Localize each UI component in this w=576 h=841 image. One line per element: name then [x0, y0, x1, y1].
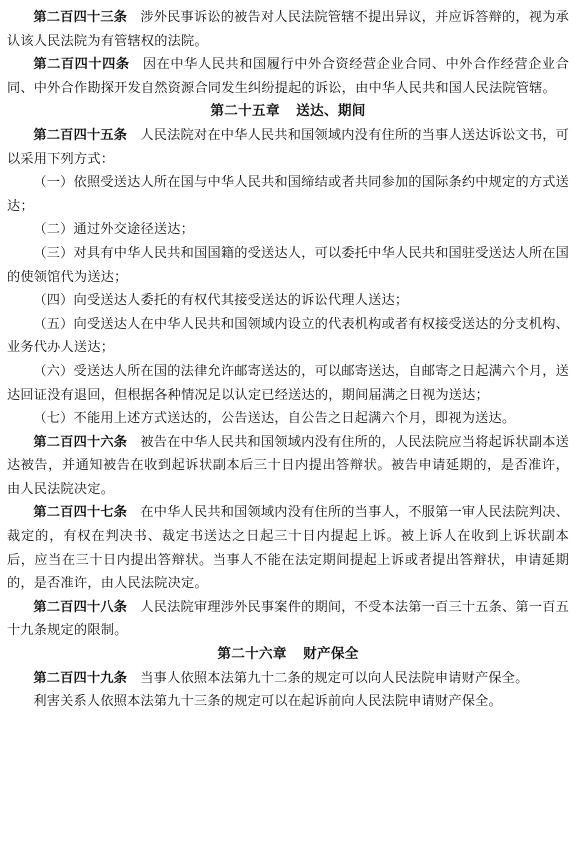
- article-243: [7, 6, 569, 53]
- article-label: 第二百四十五条: [33, 127, 128, 143]
- article-label: 第二百四十四条: [33, 57, 130, 73]
- article-label: 第二百四十七条: [33, 505, 128, 521]
- article-label: 第二百四十八条: [33, 599, 128, 615]
- list-item-4: （四）向受送达人委托的有权代其接受送达的诉讼代理人送达；: [33, 293, 409, 309]
- article-text: 在中华人民共和国领域内没有住所的当事人，不服第一审人民法院判决、裁定的，有权在判决书、裁定书送达之日起三十日内提起上诉。被上诉人在收到上诉状副本后，应当在三十日内提出答辩状。当事人不能在法定期间提起上诉或者提出答辩状，申请延期的，是否准许，由人民法院决定。: [7, 505, 569, 592]
- article-text: 人民法院审理涉外民事案件的期间，不受本法第一百三十五条、第一百五十九条规定的限制。: [7, 599, 569, 639]
- article-246: [7, 431, 569, 502]
- list-item-2: （二）通过外交途径送达；: [33, 222, 195, 238]
- article-247: [7, 501, 569, 595]
- list-item-6: （六）受送达人所在国的法律允许邮寄送达的，可以邮寄送达，自邮寄之日起满六个月，送达回证没有退回，但根据各种情况足以认定已经送达的，期间届满之日视为送达；: [7, 363, 569, 403]
- list-item-3: （三）对具有中华人民共和国国籍的受送达人，可以委托中华人民共和国驻受送达人所在国的使领馆代为送达；: [7, 245, 569, 285]
- article-label: 第二百四十六条: [33, 434, 128, 450]
- chapter-heading-25: [7, 100, 569, 124]
- list-item-7: （七）不能用上述方式送达的，公告送达，自公告之日起满六个月，即视为送达。: [33, 411, 516, 427]
- article-249-paragraph-2: 利害关系人依照本法第九十三条的规定可以在起诉前向人民法院申请财产保全。: [33, 694, 502, 710]
- article-text: 当事人依照本法第九十二条的规定可以向人民法院申请财产保全。: [140, 670, 529, 686]
- article-text: 被告在中华人民共和国领域内没有住所的，人民法院应当将起诉状副本送达被告，并通知被告在收到起诉状副本后三十日内提出答辩状。被告申请延期的，是否准许，由人民法院决定。: [7, 434, 569, 497]
- article-label: 第二百四十三条: [33, 10, 128, 25]
- chapter-number: 第二十六章: [217, 646, 287, 663]
- chapter-title: 财产保全: [303, 646, 359, 663]
- article-text: 涉外民事诉讼的被告对人民法院管辖不提出异议，并应诉答辩的，视为承认该人民法院为有管辖权的法院。: [7, 10, 569, 49]
- article-text: 人民法院对在中华人民共和国领域内没有住所的当事人送达诉讼文书，可以采用下列方式：: [7, 127, 569, 167]
- article-245: [7, 124, 569, 171]
- article-text: 因在中华人民共和国履行中外合资经营企业合同、中外合作经营企业合同、中外合作勘探开发自然资源合同发生纠纷提起的诉讼，由中华人民共和国人民法院管辖。: [7, 57, 569, 96]
- chapter-heading-26: [7, 643, 569, 667]
- list-item-1: （一）依照受送达人所在国与中华人民共和国缔结或者共同参加的国际条约中规定的方式送达；: [7, 175, 569, 214]
- list-item-5: （五）向受送达人在中华人民共和国领域内设立的代表机构或者有权接受送达的分支机构、业务代办人送达；: [7, 316, 569, 356]
- article-249: [7, 667, 569, 691]
- chapter-number: 第二十五章: [210, 103, 280, 120]
- article-248: [7, 596, 569, 643]
- article-244: [7, 53, 569, 100]
- article-label: 第二百四十九条: [33, 670, 128, 686]
- chapter-title: 送达、期间: [296, 103, 366, 120]
